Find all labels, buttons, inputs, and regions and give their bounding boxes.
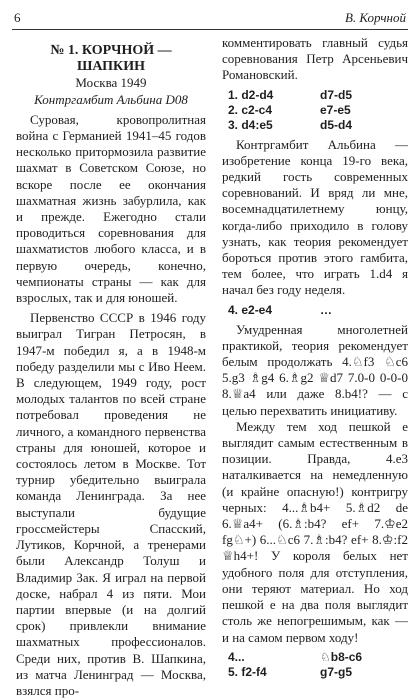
white-move: 3. d4:e5 [228,117,273,132]
black-move: ♘b8-c6 [320,649,363,664]
running-header-author: В. Корчной [344,10,406,25]
move-row [222,665,408,680]
paragraph-1: Суровая, кровопролитная война с Германией 1941–45 годов несколько притормозила развитие шахмат в Советском Союзе, но вскоре после ее окончания шахматная жизнь забурлила, как и прежде. Ежегодно стали проводиться соревнования для шахматистов любого класса, и в первую очередь, конечно, чемпионаты страны — как для взрослых, так и для юношей. [16,111,206,306]
move-row [222,303,408,318]
move-row [222,103,408,118]
white-move: 2. c2-c4 [228,102,273,117]
commentary-2: Умудренная многолетней практикой, теория рекомендует белым продолжать 4.♘f3 ♘c6 5.g3 ♗g4 6.♗g2 ♕d7 7.0-0 0-0-0 8.♕a4 или даже 8.b4!? — с целью перехватить инициативу. [222,321,408,418]
black-move: d5-d4 [320,117,353,132]
black-move: e7-e5 [320,102,351,117]
black-move: d7-d5 [320,87,353,102]
move-row [222,650,408,665]
page-number: 6 [14,10,21,25]
game-title: № 1. КОРЧНОЙ — ШАПКИН [50,43,172,75]
commentary-3: Между тем ход пешкой e выглядит самым естественным в позиции. Правда, 4.e3 наталкивается на немедленную (и крайне опасную!) контригру черных: 4...♗b4+ 5.♗d2 de 6.♕a4+ (6.♗:b4? ef+ 7.♔e2 fg♘+) 6...♘c6 7.♗:b4? ef+ 8.♔:f2 ♕h4+! У короля белых нет удобного поля для отступления, они теряют материал. Но ход пешкой e на два поля выглядит столь же непогрешимым, как — и на самом первом ходу! [222,418,408,645]
intro-text: комментировать главный судья соревнования Петр Арсеньевич Романовский. [222,35,408,83]
move-row [222,88,408,103]
header-rule [12,29,408,30]
black-move: g7-g5 [320,664,353,679]
white-move: 1. d2-d4 [228,87,274,102]
white-move: 4... [228,649,245,664]
white-move: 4. e2-e4 [228,302,273,317]
left-column [16,35,206,699]
move-row [222,118,408,133]
paragraph-2: Первенство СССР в 1946 году выиграл Тигран Петросян, в 1947-м победил я, а в 1948-м победу разделили мы с Иво Неем. В следующем, 1949 году, рост молодых талантов по всей стране потребовал проведения не личного, а командного первенства страны для юношей, которое и состоялось летом в Москве. Тот турнир убедительно выиграла команда Ленинграда. За нее выступали будущие гроссмейстеры Спасский, Лутиков, Корчной, а тренерами были Александр Толуш и Владимир Зак. Я играл на первой доске, набрал 4 из пяти. Мои партии впервые (и на долгий срок) привлекли внимание шахматных профессионалов. Среди них, против В. Шапкина, из матча Ленинград — Москва, взялся про- [16,310,206,698]
game-place: Москва 1949 [75,75,147,91]
commentary-1: Контргамбит Альбина — изобретение конца 19-го века, редкий гость современных соревнований. И вряд ли мне, восемнадцатилетнему юнцу, когда-либо приходило в голову узнать, как теория рекомендует бороться против этого гамбита, тем более, что играть 1.d4 я начал без году неделя. [222,136,408,298]
game-opening: Контргамбит Альбина D08 [34,91,188,107]
right-column [222,35,408,680]
black-move: … [320,302,332,317]
white-move: 5. f2-f4 [228,664,267,679]
